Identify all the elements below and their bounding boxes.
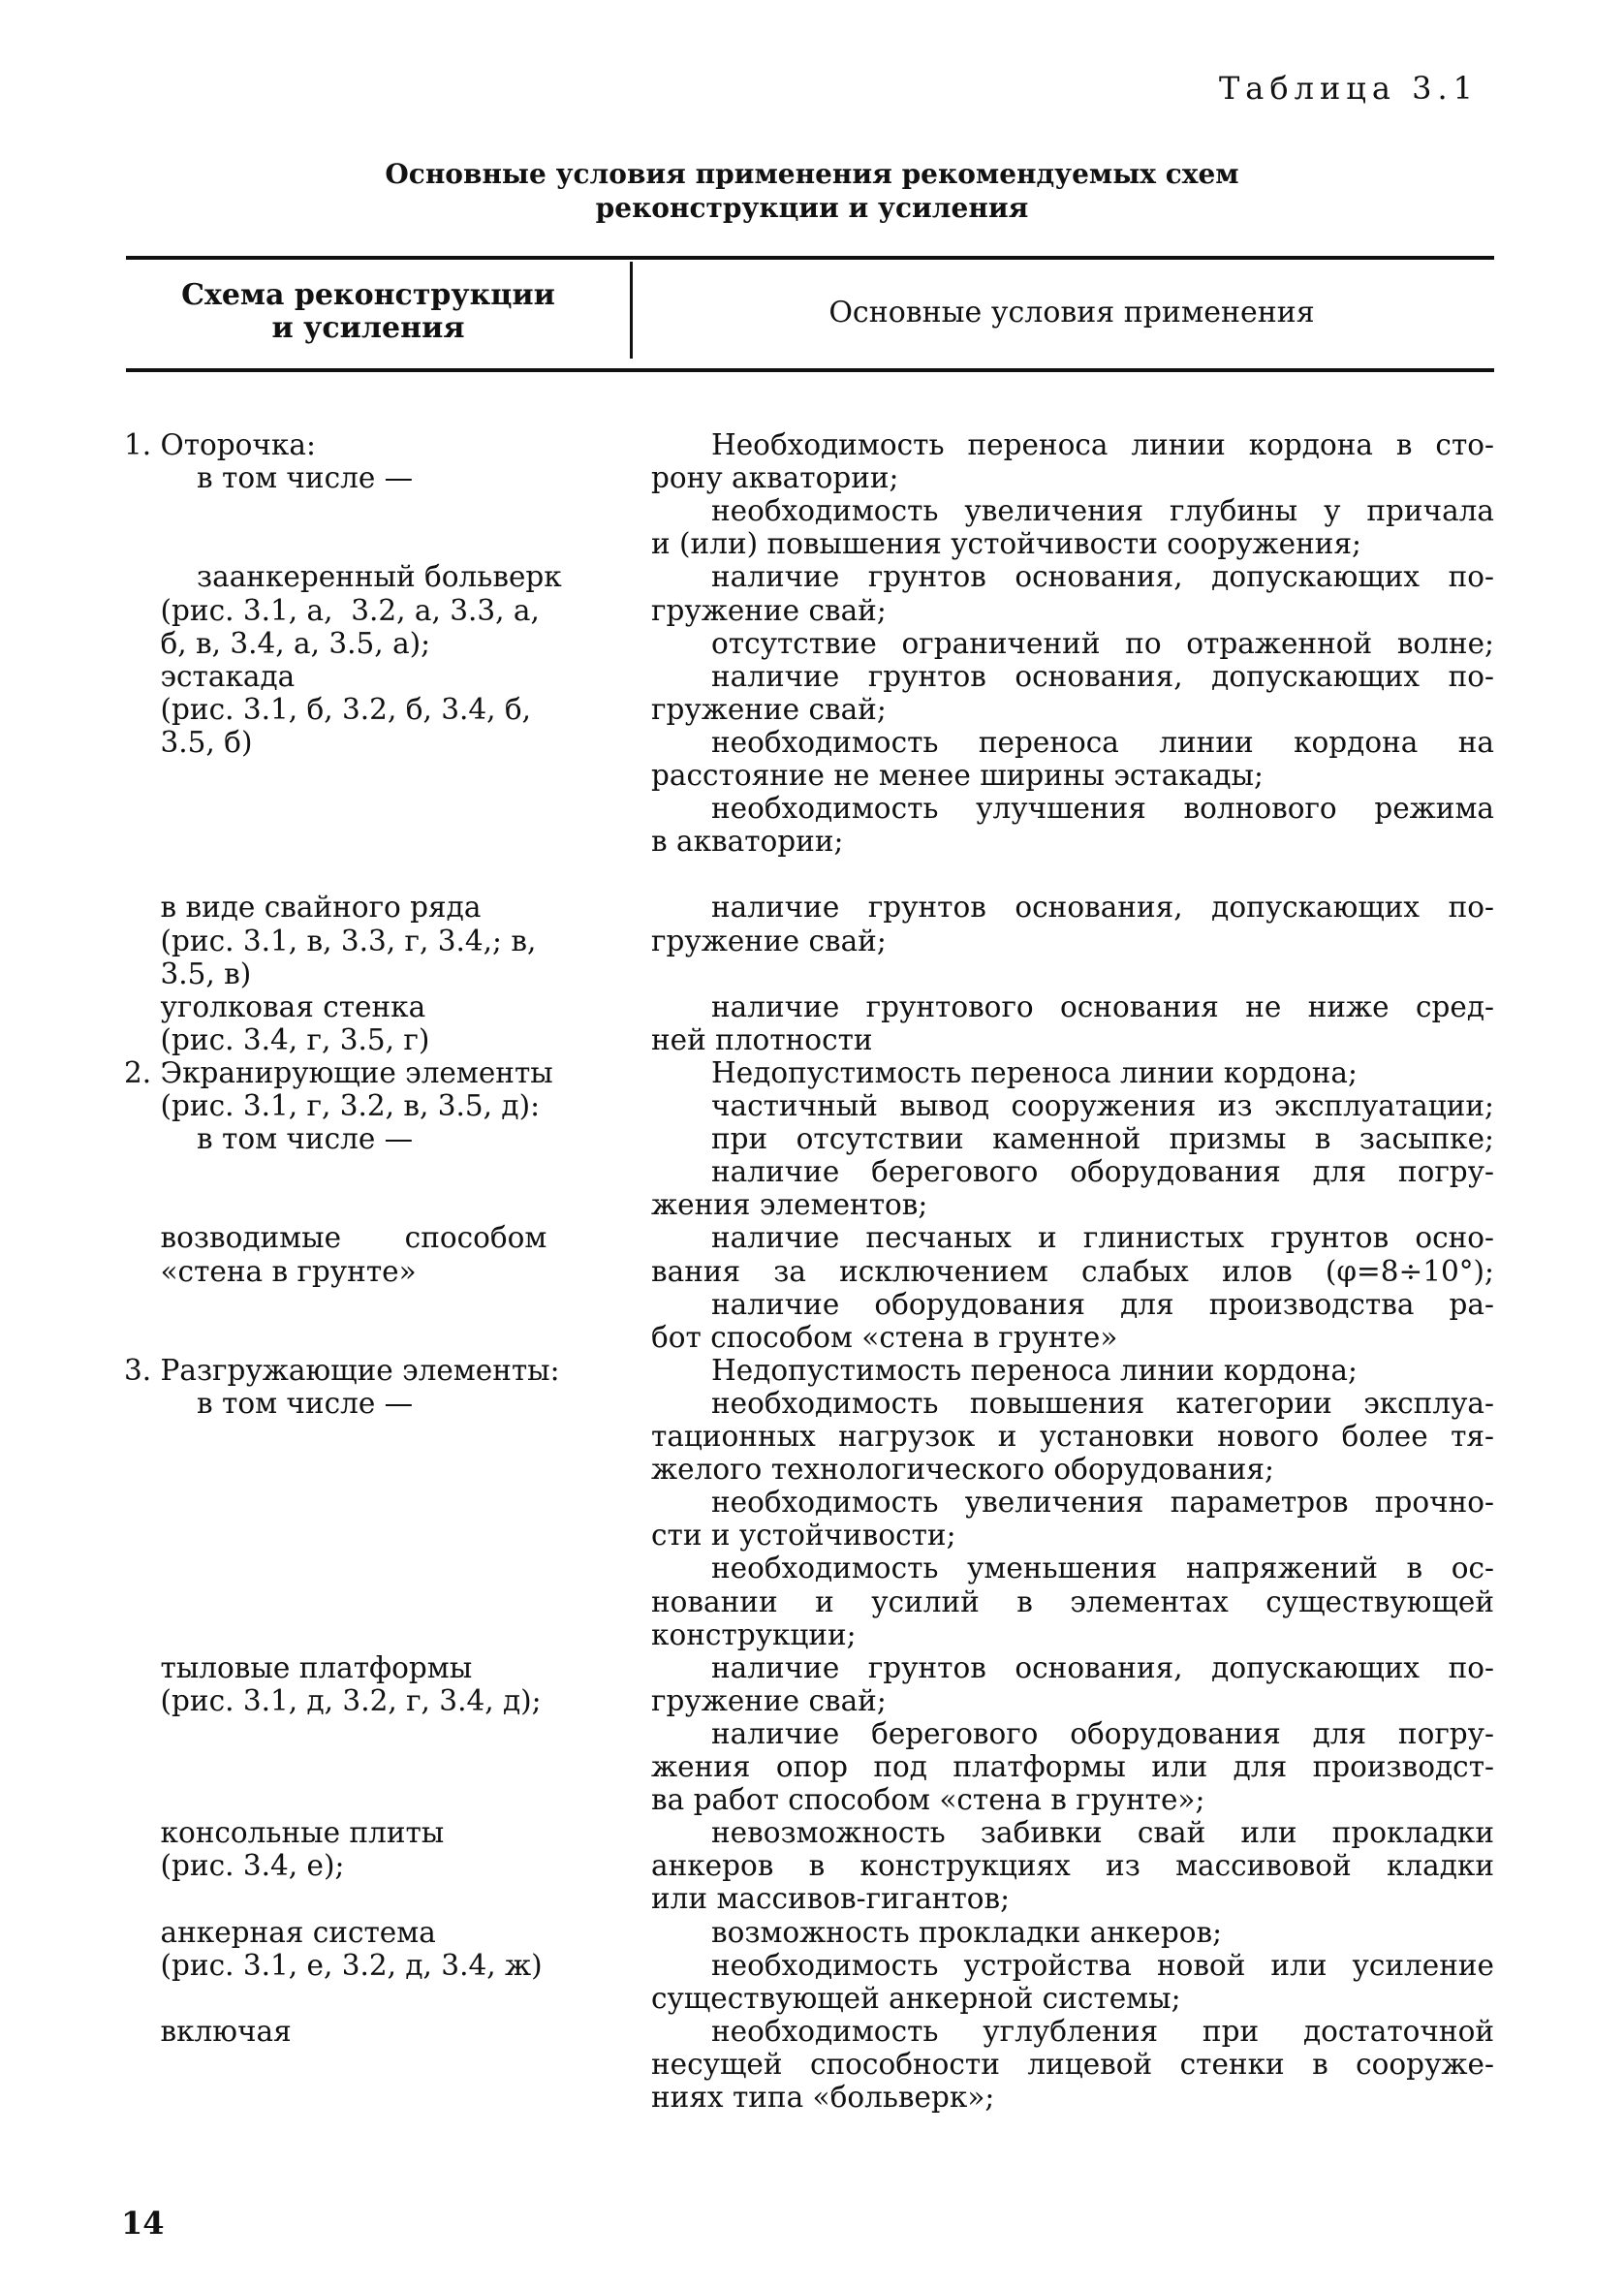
scheme-line: (рис. 3.1, д, 3.2, г, 3.4, д); — [124, 1683, 542, 1717]
condition-line: ниях типа «больверк»; — [651, 2081, 995, 2114]
condition-line: наличие оборудования для производства ра- — [711, 1287, 1494, 1321]
condition-line: несущей способности лицевой стенки в сооруже- — [651, 2047, 1494, 2081]
condition-line: Недопустимость переноса линии кордона; — [711, 1055, 1358, 1089]
condition-line: анкеров в конструкциях из массивовой кладки — [651, 1849, 1494, 1883]
condition-line: рону акватории; — [651, 461, 899, 495]
condition-line: наличие грунтов основания, допускающих по- — [711, 560, 1494, 594]
table-caption-line-2: реконструкции и усиления — [595, 192, 1029, 224]
header-bottom-rule — [126, 368, 1494, 372]
condition-line: или массивов-гигантов; — [651, 1882, 1011, 1916]
scheme-line: (рис. 3.1, б, 3.2, б, 3.4, б, — [124, 692, 532, 726]
scheme-line: эстакада — [124, 659, 296, 693]
condition-line: частичный вывод сооружения из эксплуатации; — [711, 1089, 1494, 1122]
column-header-conditions: Основные условия применения — [828, 296, 1315, 329]
condition-line: тационных нагрузок и установки нового более тя- — [651, 1420, 1494, 1453]
scheme-line: 1. Оторочка: — [124, 428, 316, 461]
scheme-line: 3. Разгружающие элементы: — [124, 1353, 560, 1387]
scheme-line: 3.5, в) — [124, 957, 252, 990]
condition-line: сти и устойчивости; — [651, 1519, 956, 1553]
condition-line: наличие грунтов основания, допускающих по- — [711, 891, 1494, 925]
condition-line: наличие грунтов основания, допускающих по- — [711, 1650, 1494, 1684]
condition-line: наличие берегового оборудования для погру- — [711, 1716, 1494, 1750]
scheme-line: «стена в грунте» — [124, 1254, 417, 1288]
scheme-line: заанкеренный больверк — [124, 560, 562, 594]
condition-line: наличие песчаных и глинистых грунтов осно- — [711, 1221, 1494, 1255]
condition-line: необходимость устройства новой или усиление — [711, 1948, 1494, 1982]
condition-line: гружение свай; — [651, 924, 887, 957]
scheme-line: (рис. 3.4, г, 3.5, г) — [124, 1022, 430, 1056]
condition-line: Недопустимость переноса линии кордона; — [711, 1353, 1358, 1387]
condition-line: конструкции; — [651, 1617, 857, 1651]
condition-line: гружение свай; — [651, 692, 887, 726]
condition-line: желого технологического оборудования; — [651, 1453, 1274, 1487]
condition-line: невозможность забивки свай или прокладки — [711, 1816, 1494, 1850]
condition-line: гружение свай; — [651, 593, 887, 627]
scheme-line: возводимые способом — [124, 1221, 547, 1255]
page-number: 14 — [121, 2205, 165, 2242]
condition-line: новании и усилий в элементах существующей — [651, 1584, 1494, 1618]
column-header-scheme-line-1: Схема реконструкции — [181, 278, 555, 312]
condition-line: и (или) повышения устойчивости сооружения; — [651, 527, 1361, 561]
condition-line: расстояние не менее ширины эстакады; — [651, 759, 1264, 792]
scheme-line: в том числе — — [124, 1386, 414, 1420]
scheme-line: в том числе — — [124, 1122, 414, 1156]
scheme-line: тыловые платформы — [124, 1650, 473, 1684]
condition-line: ней плотности — [651, 1022, 873, 1056]
condition-line: ва работ способом «стена в грунте»; — [651, 1783, 1205, 1817]
column-header-scheme — [145, 279, 591, 345]
header-column-divider — [630, 262, 633, 359]
condition-line: отсутствие ограничений по отраженной волне; — [711, 626, 1494, 660]
condition-line: гружение свай; — [651, 1683, 887, 1717]
condition-line: жения элементов; — [651, 1188, 928, 1222]
scheme-line: (рис. 3.1, е, 3.2, д, 3.4, ж) — [124, 1948, 543, 1982]
scheme-line: уголковая стенка — [124, 989, 426, 1023]
scheme-line: анкерная система — [124, 1915, 436, 1949]
scheme-line: (рис. 3.1, г, 3.2, в, 3.5, д): — [124, 1089, 541, 1122]
condition-line: существующей анкерной системы; — [651, 1981, 1181, 2015]
scheme-line: 3.5, б) — [124, 725, 253, 759]
condition-line: наличие грунтового основания не ниже сред- — [711, 989, 1494, 1023]
scheme-line: 2. Экранирующие элементы — [124, 1055, 553, 1089]
condition-line: наличие берегового оборудования для погру- — [711, 1155, 1494, 1189]
condition-line: необходимость увеличения параметров прочно- — [711, 1486, 1494, 1520]
table-caption-line-1: Основные условия применения рекомендуемых схем — [385, 158, 1239, 190]
scheme-line: (рис. 3.1, в, 3.3, г, 3.4,; в, — [124, 924, 537, 957]
scheme-line: (рис. 3.1, а, 3.2, а, 3.3, а, — [124, 593, 540, 627]
condition-line: необходимость увеличения глубины у причала — [711, 494, 1494, 528]
scheme-line: в том числе — — [124, 461, 414, 495]
condition-line: возможность прокладки анкеров; — [711, 1915, 1223, 1949]
scheme-line: (рис. 3.4, е); — [124, 1849, 345, 1883]
scheme-line: консольные плиты — [124, 1816, 445, 1850]
table-top-rule — [126, 256, 1494, 260]
condition-line: жения опор под платформы или для производст- — [651, 1750, 1494, 1783]
condition-line: в акватории; — [651, 825, 844, 859]
condition-line: необходимость улучшения волнового режима — [711, 792, 1494, 826]
condition-line: необходимость уменьшения напряжений в ос- — [711, 1552, 1494, 1585]
condition-line: вания за исключением слабых илов (φ=8÷10°); — [651, 1254, 1494, 1288]
scheme-line: в виде свайного ряда — [124, 891, 482, 925]
condition-line: при отсутствии каменной призмы в засыпке; — [711, 1122, 1494, 1156]
scheme-line: б, в, 3.4, а, 3.5, а); — [124, 626, 431, 660]
condition-line: бот способом «стена в грунте» — [651, 1320, 1118, 1354]
condition-line: необходимость переноса линии кордона на — [711, 725, 1494, 759]
condition-line: Необходимость переноса линии кордона в сто- — [711, 428, 1494, 461]
table-number-label: Таблица 3.1 — [1218, 70, 1479, 107]
condition-line: наличие грунтов основания, допускающих по- — [711, 659, 1494, 693]
column-header-scheme-line-2: и усиления — [271, 311, 465, 345]
condition-line: необходимость углубления при достаточной — [711, 2014, 1494, 2048]
condition-line: необходимость повышения категории эксплуа- — [711, 1386, 1494, 1420]
scheme-line: включая — [124, 2014, 292, 2048]
